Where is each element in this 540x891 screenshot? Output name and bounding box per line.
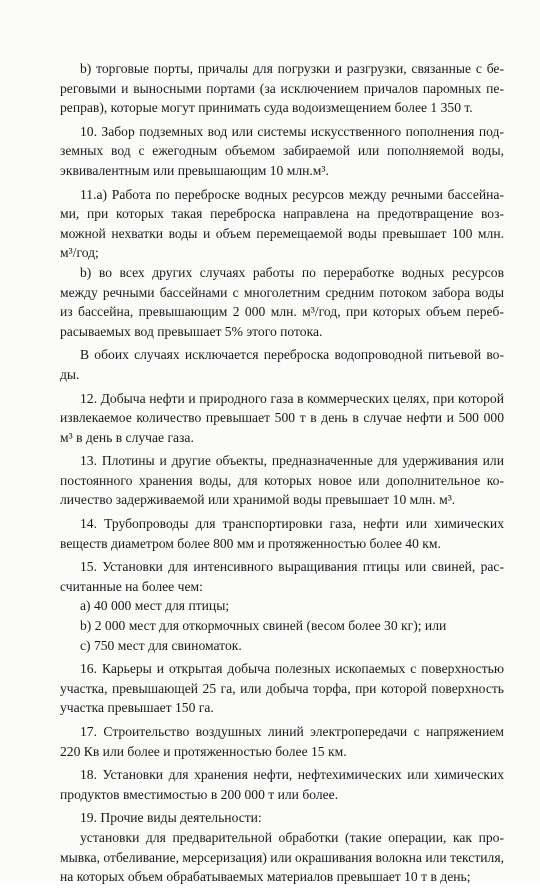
paragraph-item-15c: c) 750 мест для свиноматок. bbox=[80, 637, 242, 653]
paragraph-item-13: 13. Плотины и другие объекты, предназначенные для удерживания или постоянного хранения воды, для которых новое или дополнительное количество задерживаемой или хранимой воды превышает 10 млн. м³. bbox=[60, 453, 504, 508]
paragraph-item-18: 18. Установки для хранения нефти, нефтехимических или химических продуктов вместимостью в 200 000 т или более. bbox=[60, 767, 504, 802]
paragraph-item-19-detail: установки для предварительной обработки (такие операции, как промывка, отбеливание, мерсеризация) или окрашивания волокна или текстиля, на которых объем обрабатываемых материалов превышает 10 т в день; bbox=[60, 829, 504, 885]
body-text bbox=[60, 59, 504, 891]
paragraph-trade-ports: b) торговые порты, причалы для погрузки и разгрузки, связанные с береговыми и выносными портами (за исключением причалов паромных переправ), которые могут принимать суда водоизмещением более 1 350 т. bbox=[60, 61, 504, 116]
paragraph-item-10: 10. Забор подземных вод или системы искусственного пополнения подземных вод с ежегодным объемом забираемой или пополняемой воды, эквивалентным или превышающим 10 млн.м³. bbox=[60, 123, 504, 178]
paragraph-item-15b: b) 2 000 мест для откормочных свиней (весом более 30 кг); или bbox=[80, 618, 447, 634]
paragraph-item-17: 17. Строительство воздушных линий электропередачи с напряжением 220 Кв или более и протяженностью более 15 км. bbox=[60, 724, 504, 759]
paragraph-item-11b: b) во всех других случаях работы по переработке водных ресурсов между речными бассейнами с многолетним средним потоком забора воды из бассейна, превышающим 2 000 млн. м³/год, при которых объем перебрасываемых вод превышает 5% этого потока. bbox=[60, 264, 504, 339]
paragraph-item-15: 15. Установки для интенсивного выращивания птицы или свиней, рассчитанные на более чем: bbox=[60, 559, 504, 594]
paragraph-item-16: 16. Карьеры и открытая добыча полезных ископаемых с поверхностью участка, превышающей 25 га, или добыча торфа, при которой поверхность участка превышает 150 га. bbox=[60, 661, 504, 716]
paragraph-both-cases: В обоих случаях исключается переброска водопроводной питьевой воды. bbox=[60, 347, 504, 382]
paragraph-item-15a: a) 40 000 мест для птицы; bbox=[80, 598, 230, 614]
paragraph-item-19: 19. Прочие виды деятельности: bbox=[80, 810, 262, 826]
paragraph-item-12: 12. Добыча нефти и природного газа в коммерческих целях, при которой извлекаемое количество превышает 500 т в день в случае нефти и 500 000 м³ в день в случае газа. bbox=[60, 390, 504, 445]
paragraph-item-11a: 11.a) Работа по переброске водных ресурсов между речными бассейнами, при которых такая переброска направлена на предотвращение возможной нехватки воды и объем перемещаемой воды превышает 100 млн. м³/год; bbox=[60, 186, 504, 261]
paragraph-item-14: 14. Трубопроводы для транспортировки газа, нефти или химических веществ диаметром более 800 мм и протяженностью более 40 км. bbox=[60, 516, 504, 551]
